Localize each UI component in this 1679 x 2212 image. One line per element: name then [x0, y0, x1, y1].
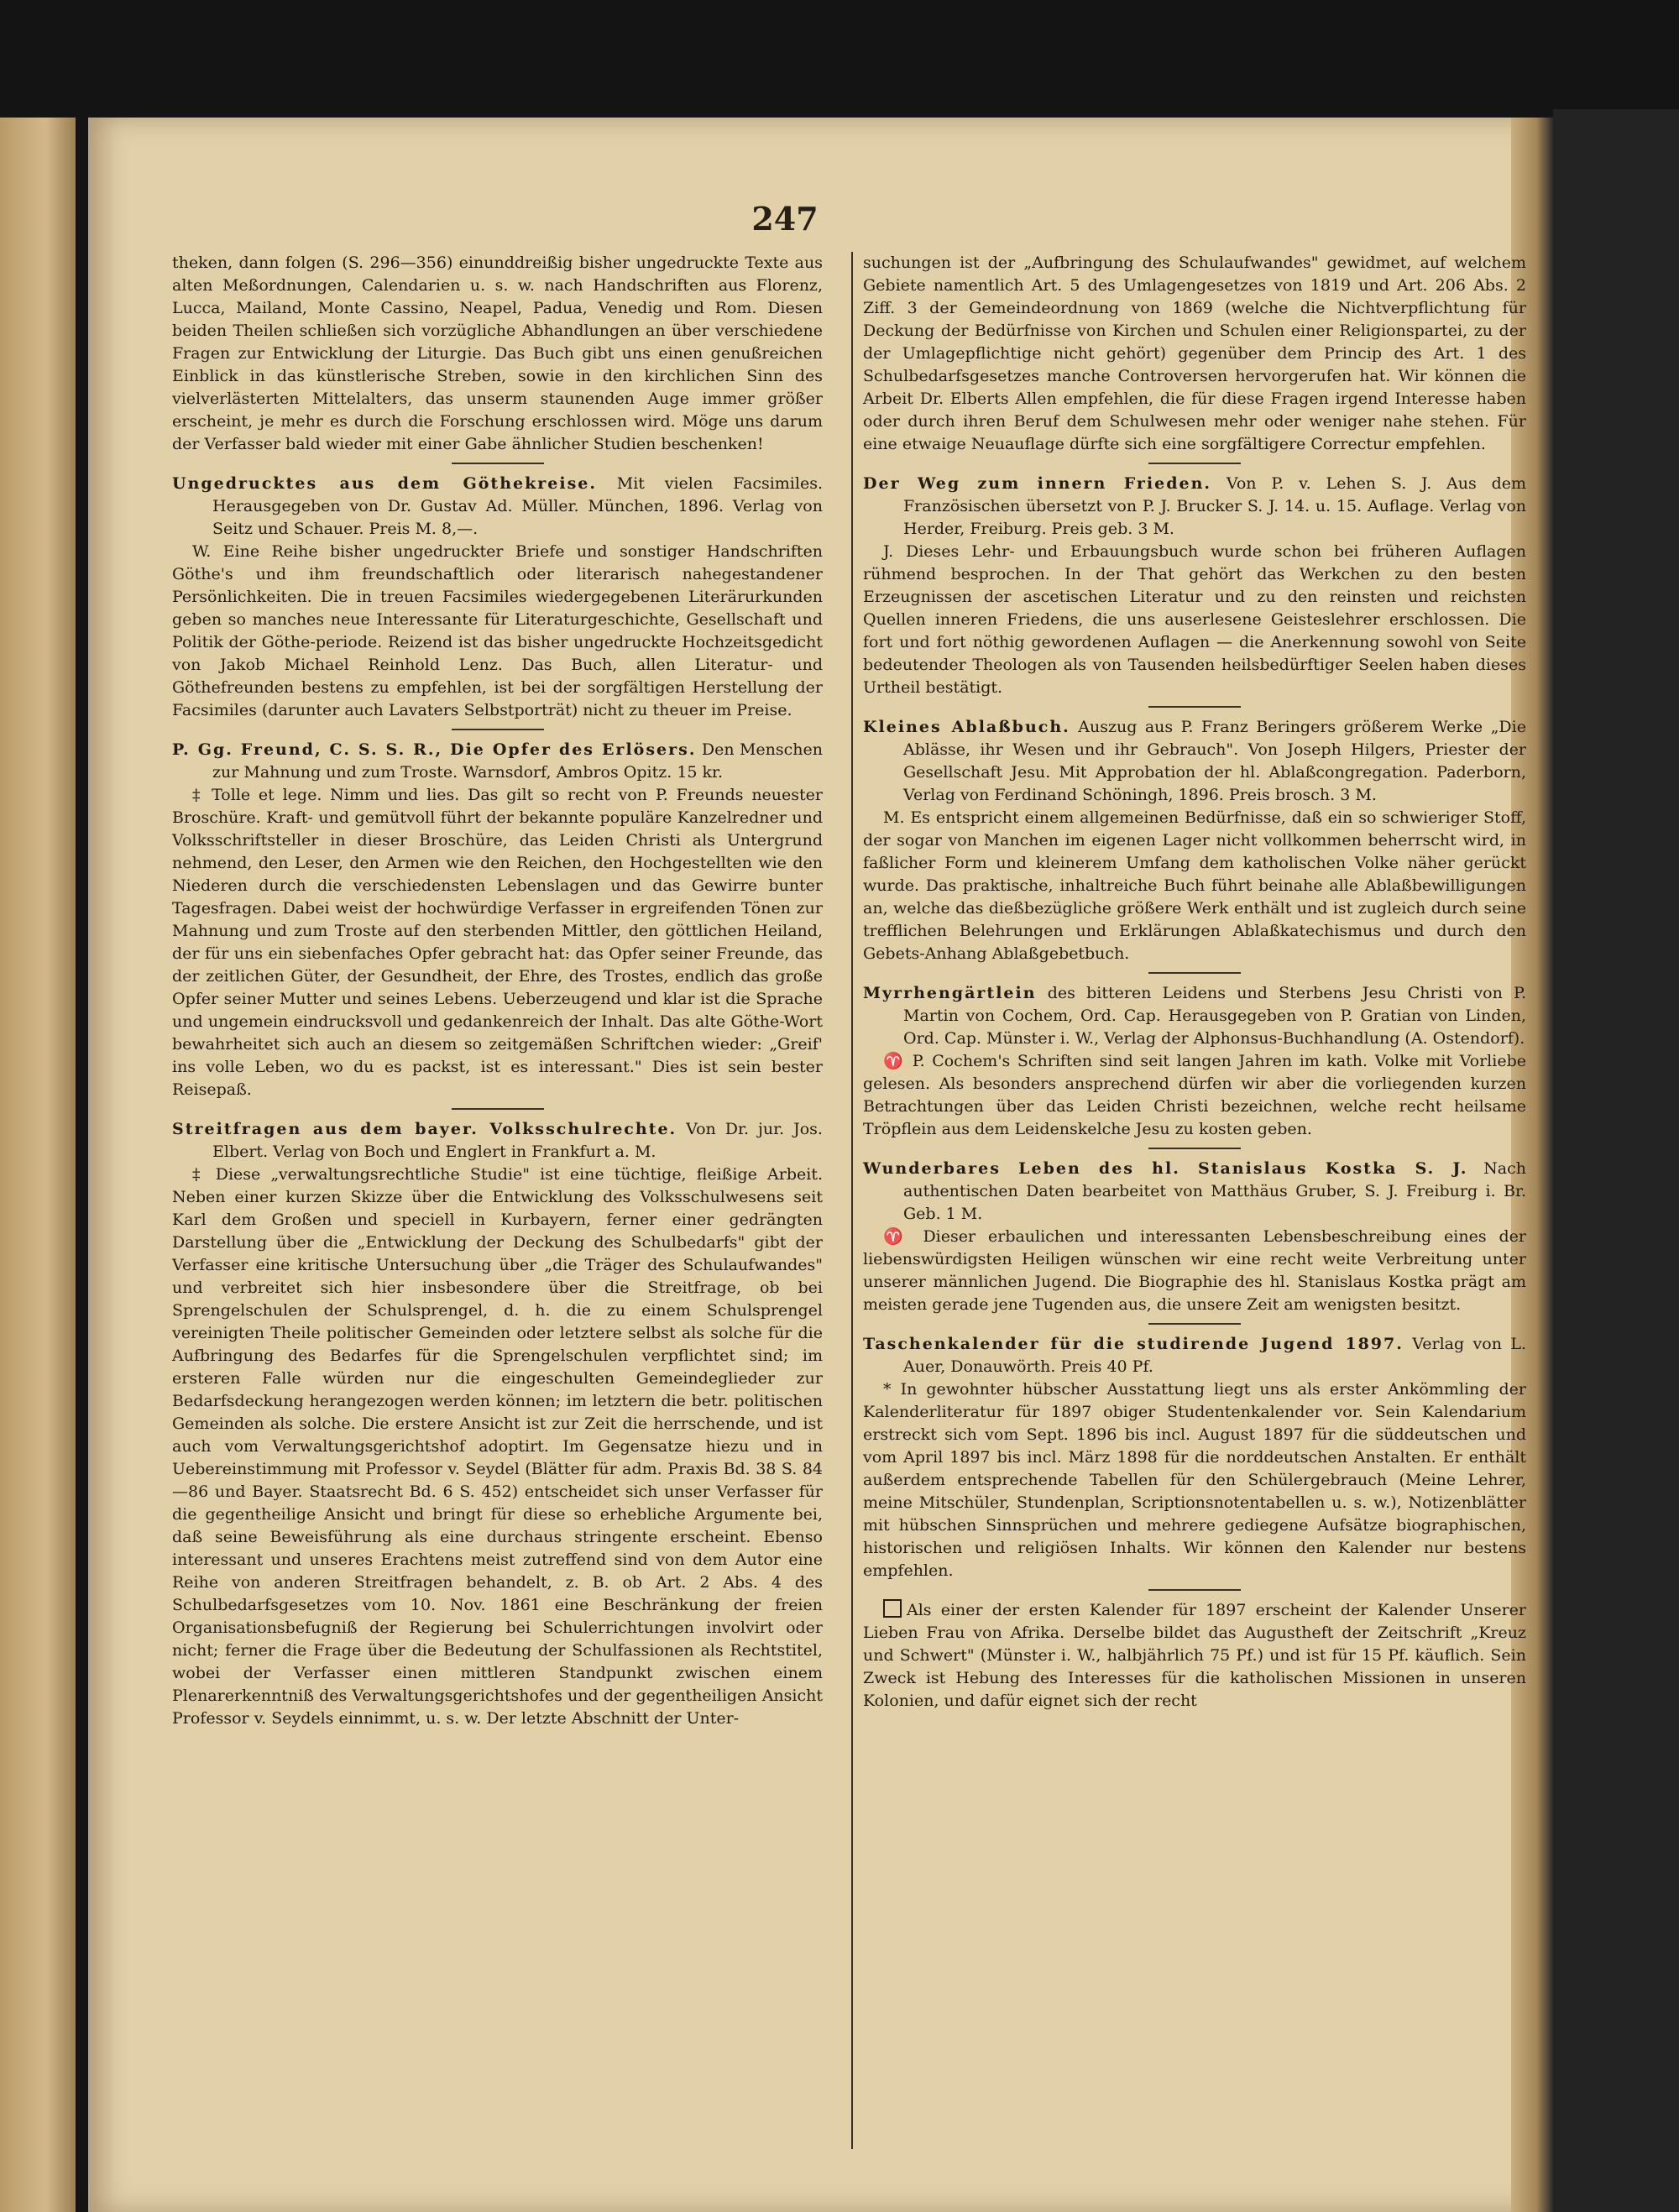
review-entry [863, 1158, 1526, 1316]
entry-title: Taschenkalender für die studirende Jugend 1897. [863, 1335, 1404, 1353]
column-divider [851, 252, 853, 2149]
review-entry [172, 473, 823, 722]
square-marker-icon [883, 1599, 902, 1618]
entry-title: Kleines Ablaßbuch. [863, 718, 1070, 736]
left-column [172, 252, 823, 1737]
entry-bibliographic: Von P. v. Lehen S. J. Aus dem Französischen übersetzt von P. J. Brucker S. J. 14. u. 15. Auflage. Verlag von Herder, Freiburg. Preis geb. 3 M. [903, 474, 1527, 538]
entry-header [172, 473, 823, 541]
review-entry [863, 1333, 1526, 1582]
entry-text [863, 1599, 1526, 1713]
entry-title: Ungedrucktes aus dem Göthekreise. [172, 474, 597, 493]
entry-text-content: Als einer der ersten Kalender für 1897 erscheint der Kalender Unserer Lieben Frau von Afrika. Derselbe bildet das Augustheft der Zeitschrift „Kreuz und Schwert" (Münster i. W., halbjährlich 75 Pf.) und ist für 15 Pf. käuflich. Sein Zweck ist Hebung des Interesses für die katholischen Missionen in unseren Kolonien, und dafür eignet sich der recht [863, 1601, 1526, 1710]
entry-title: P. Gg. Freund, C. S. S. R., Die Opfer des Erlösers. [172, 740, 697, 759]
entry-separator [1148, 1148, 1241, 1149]
entry-separator [1148, 706, 1241, 708]
entry-header [863, 982, 1526, 1050]
entry-header [863, 473, 1526, 541]
entry-bibliographic: Auszug aus P. Franz Beringers größerem Werke „Die Ablässe, ihr Wesen und ihr Gebrauch". Von Joseph Hilgers, Priester der Gesellschaft Jesu. Mit Approbation der hl. Ablaßcongregation. Paderborn, Verlag von Ferdinand Schöningh, 1896. Preis brosch. 3 M. [903, 718, 1526, 804]
entry-separator [1148, 1323, 1241, 1325]
entry-continued-text: theken, dann folgen (S. 296—356) einunddreißig bisher ungedruckte Texte aus alten Meßordnungen, Calendarien u. s. w. nach Handschriften aus Florenz, Lucca, Mailand, Monte Cassino, Neapel, Padua, Venedig und Rom. Diesen beiden Theilen schließen sich vorzügliche Abhandlungen an über verschiedene Fragen zur Entwicklung der Liturgie. Das Buch gibt uns einen genußreichen Einblick in das künstlerische Streben, sowie in den kirchlichen Sinn des vielverlästerten Mittelalters, das unserm staunenden Auge immer größer erscheint, je mehr es durch die Forschung erschlossen wird. Möge uns darum der Verfasser bald wieder mit einer Gabe ähnlicher Studien beschenken! [172, 254, 823, 453]
entry-separator [1148, 1589, 1241, 1591]
entry-header [172, 739, 823, 784]
entry-title: Streitfragen aus dem bayer. Volksschulrechte. [172, 1120, 677, 1138]
entry-text: ♈ P. Cochem's Schriften sind seit langen Jahren im kath. Volke mit Vorliebe gelesen. Als besonders ansprechend dürfen wir aber die vorliegenden kurzen Betrachtungen über das Leiden Christi bezeichnen, welche recht heilsame Tröpflein aus dem Leidenskelche Jesu zu kosten geben. [863, 1052, 1526, 1138]
review-entry [863, 473, 1526, 699]
entry-separator [1148, 972, 1241, 974]
entry-continued-text: suchungen ist der „Aufbringung des Schulaufwandes" gewidmet, auf welchem Gebiete namentlich Art. 5 des Umlagengesetzes von 1819 und Art. 206 Abs. 2 Ziff. 3 der Gemeindeordnung von 1869 (welche die Nichtverpflichtung für Deckung der Bedürfnisse von Kirchen und Schulen einer Religionspartei, zu der der Umlagepflichtige nicht gehört) gegenüber dem Princip des Art. 1 des Schulbedarfsgesetzes manche Controversen hervorgerufen hat. Wir können die Arbeit Dr. Elberts Allen empfehlen, die für diese Fragen irgend Interesse haben oder durch ihren Beruf dem Schulwesen mehr oder weniger nahe stehen. Für eine etwaige Neuauflage dürfte sich eine sorgfältigere Correctur empfehlen. [863, 254, 1526, 453]
entry-bibliographic: Den Menschen zur Mahnung und zum Troste. Warnsdorf, Ambros Opitz. 15 kr. [212, 740, 823, 782]
book-cover [1553, 109, 1679, 2212]
entry-bibliographic: Verlag von L. Auer, Donauwörth. Preis 40 Pf. [903, 1335, 1527, 1376]
entry-header [863, 1158, 1526, 1226]
entry-text: W. Eine Reihe bisher ungedruckter Briefe und sonstiger Handschriften Göthe's und ihm freundschaftlich oder literarisch nahegestandener Persönlichkeiten. Die in treuen Facsimiles wiedergegebenen Literärurkunden geben so manches neue Interessante für Literaturgeschichte, Gesellschaft und Politik der Göthe-periode. Reizend ist das bisher ungedruckte Hochzeitsgedicht von Jakob Michael Reinhold Lenz. Das Buch, allen Literatur- und Göthefreunden bestens zu empfehlen, ist bei der sorgfältigen Herstellung der Facsimiles (darunter auch Lavaters Selbstporträt) nicht zu theuer im Preise. [172, 542, 823, 719]
review-entry [172, 739, 823, 1101]
entry-separator [452, 729, 544, 730]
review-entry [172, 1118, 823, 1730]
entry-separator [452, 463, 544, 464]
entry-bibliographic: Mit vielen Facsimiles. Herausgegeben von Dr. Gustav Ad. Müller. München, 1896. Verlag von Seitz und Schauer. Preis M. 8,—. [212, 474, 823, 538]
entry-text: ‡ Tolle et lege. Nimm und lies. Das gilt so recht von P. Freunds neuester Broschüre. Kraft- und gemütvoll führt der bekannte populäre Kanzelredner und Volksschriftsteller in dieser Broschüre, das Leiden Christi als Untergrund nehmend, den Leser, den Armen wie den Reichen, den Hochgestellten wie den Niederen durch die verschiedensten Lebenslagen und das Gewirre bunter Tagesfragen. Dabei weist der hochwürdige Verfasser in ergreifenden Tönen zur Mahnung und zum Troste auf den sterbenden Mittler, den göttlichen Heiland, der für uns ein siebenfaches Opfer gebracht hat: das Opfer seiner Freunde, das der zeitlichen Güter, der Gesundheit, der Ehre, des Trostes, endlich das große Opfer seiner Mutter und seines Lebens. Ueberzeugend und klar ist die Sprache und ungemein eindrucksvoll und gedankenreich der Inhalt. Das alte Göthe-Wort bewahrheitet sich auch an diesem so zeitgemäßen Schriftchen wieder: „Greif' ins volle Leben, wo du es packst, ist es interessant." Dies ist sein bester Reisepaß. [172, 786, 823, 1099]
entry-bibliographic: Von Dr. jur. Jos. Elbert. Verlag von Boch und Englert in Frankfurt a. M. [212, 1120, 823, 1161]
entry-header [172, 1118, 823, 1164]
entry-text: ‡ Diese „verwaltungsrechtliche Studie" ist eine tüchtige, fleißige Arbeit. Neben einer kurzen Skizze über die Entwicklung des Volksschulwesens seit Karl dem Großen und speciell in Kurbayern, ferner einer gedrängten Darstellung über die „Entwicklung der Deckung des Schulbedarfs" gibt der Verfasser eine kritische Untersuchung über „die Träger des Schulaufwandes" und verbreitet sich hier insbesondere über die Streitfrage, ob bei Sprengelschulen der Schulsprengel, d. h. die zu einem Schulsprengel vereinigten Theile politischer Gemeinden oder letztere selbst als solche für die Aufbringung des Bedarfes für die Sprengelschulen verpflichtet sind; im ersteren Falle würden nur die eingeschulten Gemeindeglieder zur Bedarfsdeckung herangezogen werden können; im letztern die betr. politischen Gemeinden als solche. Die erstere Ansicht ist zur Zeit die herrschende, und ist auch vom Verwaltungsgerichtshof adoptirt. Im Gegensatze hiezu und in Uebereinstimmung mit Professor v. Seydel (Blätter für adm. Praxis Bd. 38 S. 84—86 und Bayer. Staatsrecht Bd. 6 S. 452) entscheidet sich unser Verfasser für die gegentheilige Ansicht und bringt für diese so erhebliche Argumente bei, daß seine Beweisführung als eine durchaus stringente erscheint. Ebenso interessant und unseres Erachtens meist zutreffend sind von dem Autor eine Reihe von anderen Streitfragen behandelt, z. B. ob Art. 2 Abs. 4 des Schulbedarfsgesetzes vom 10. Nov. 1861 eine Beschränkung der freien Organisationsbefugniß der Regierung bei Schulerrichtungen involvirt oder nicht; ferner die Frage über die Bedeutung der Schulfassionen als Rechtstitel, wobei der Verfasser einen mittleren Standpunkt zwischen einem Plenarerkenntniß des Verwaltungsgerichtshofes und der gegentheiligen Ansicht Professor v. Seydels einnimmt, u. s. w. Der letzte Abschnitt der Unter- [172, 1165, 823, 1728]
entry-text: ♈ Dieser erbaulichen und interessanten Lebensbeschreibung eines der liebenswürdigsten Heiligen wünschen wir eine recht weite Verbreitung unter unserer männlichen Jugend. Die Biographie des hl. Stanislaus Kostka prägt am meisten gerade jene Tugenden aus, die unsere Zeit am wenigsten besitzt. [863, 1227, 1526, 1314]
entry-text: M. Es entspricht einem allgemeinen Bedürfnisse, daß ein so schwieriger Stoff, der sogar von Manchen im eigenen Lager nicht vollkommen beherrscht wird, in faßlicher Form und kleinerem Umfang dem katholischen Volke näher gerückt wurde. Das praktische, inhaltreiche Buch führt beinahe alle Ablaßbewilligungen an, welche das dießbezügliche größere Werk enthält und ist zugleich durch seine trefflichen Belehrungen und Erklärungen Ablaßkatechismus und durch den Gebets-Anhang Ablaßgebetbuch. [863, 808, 1526, 963]
review-entry [863, 982, 1526, 1141]
entry-title: Myrrhengärtlein [863, 984, 1037, 1002]
entry-separator [1148, 463, 1241, 464]
page-number: 247 [751, 200, 819, 238]
left-page-edge [0, 118, 76, 2212]
entry-text: J. Dieses Lehr- und Erbauungsbuch wurde schon bei früheren Auflagen rühmend besprochen. In der That gehört das Werkchen zu den besten Erzeugnissen der ascetischen Literatur und zu den reinsten und reichsten Quellen inneren Friedens, die uns auserlesene Geisteslehrer erschlossen. Die fort und fort nöthig gewordenen Auflagen — die Anerkennung sowohl von Seite bedeutender Theologen als von Tausenden heilsbedürftiger Seelen haben dieses Urtheil bestätigt. [863, 542, 1526, 697]
review-entry [863, 1599, 1526, 1713]
entry-header [863, 716, 1526, 807]
entry-title: Der Weg zum innern Frieden. [863, 474, 1212, 493]
right-column [863, 252, 1526, 1719]
review-entry [863, 716, 1526, 965]
entry-title: Wunderbares Leben des hl. Stanislaus Kostka S. J. [863, 1159, 1468, 1178]
entry-bibliographic: Nach authentischen Daten bearbeitet von Matthäus Gruber, S. J. Freiburg i. Br. Geb. 1 M. [903, 1159, 1526, 1223]
entry-header [863, 1333, 1526, 1378]
entry-bibliographic: des bitteren Leidens und Sterbens Jesu Christi von P. Martin von Cochem, Ord. Cap. Herausgegeben von P. Gratian von Linden, Ord. Cap. Münster i. W., Verlag der Alphonsus-Buchhandlung (A. Ostendorf). [903, 984, 1526, 1048]
entry-text: * In gewohnter hübscher Ausstattung liegt uns als erster Ankömmling der Kalenderliteratur für 1897 obiger Studentenkalender vor. Sein Kalendarium erstreckt sich vom Sept. 1896 bis incl. August 1897 für die süddeutschen und vom April 1897 bis incl. März 1898 für die norddeutschen Anstalten. Er enthält außerdem entsprechende Tabellen für den Schülergebrauch (Meine Lehrer, meine Mitschüler, Stundenplan, Scriptionsnotentabellen u. s. w.), Notizenblätter mit hübschen Sinnsprüchen und mehrere gediegene Aufsätze biographischen, historischen und religiösen Inhalts. Wir können den Kalender nur bestens empfehlen. [863, 1380, 1526, 1580]
entry-separator [452, 1108, 544, 1110]
